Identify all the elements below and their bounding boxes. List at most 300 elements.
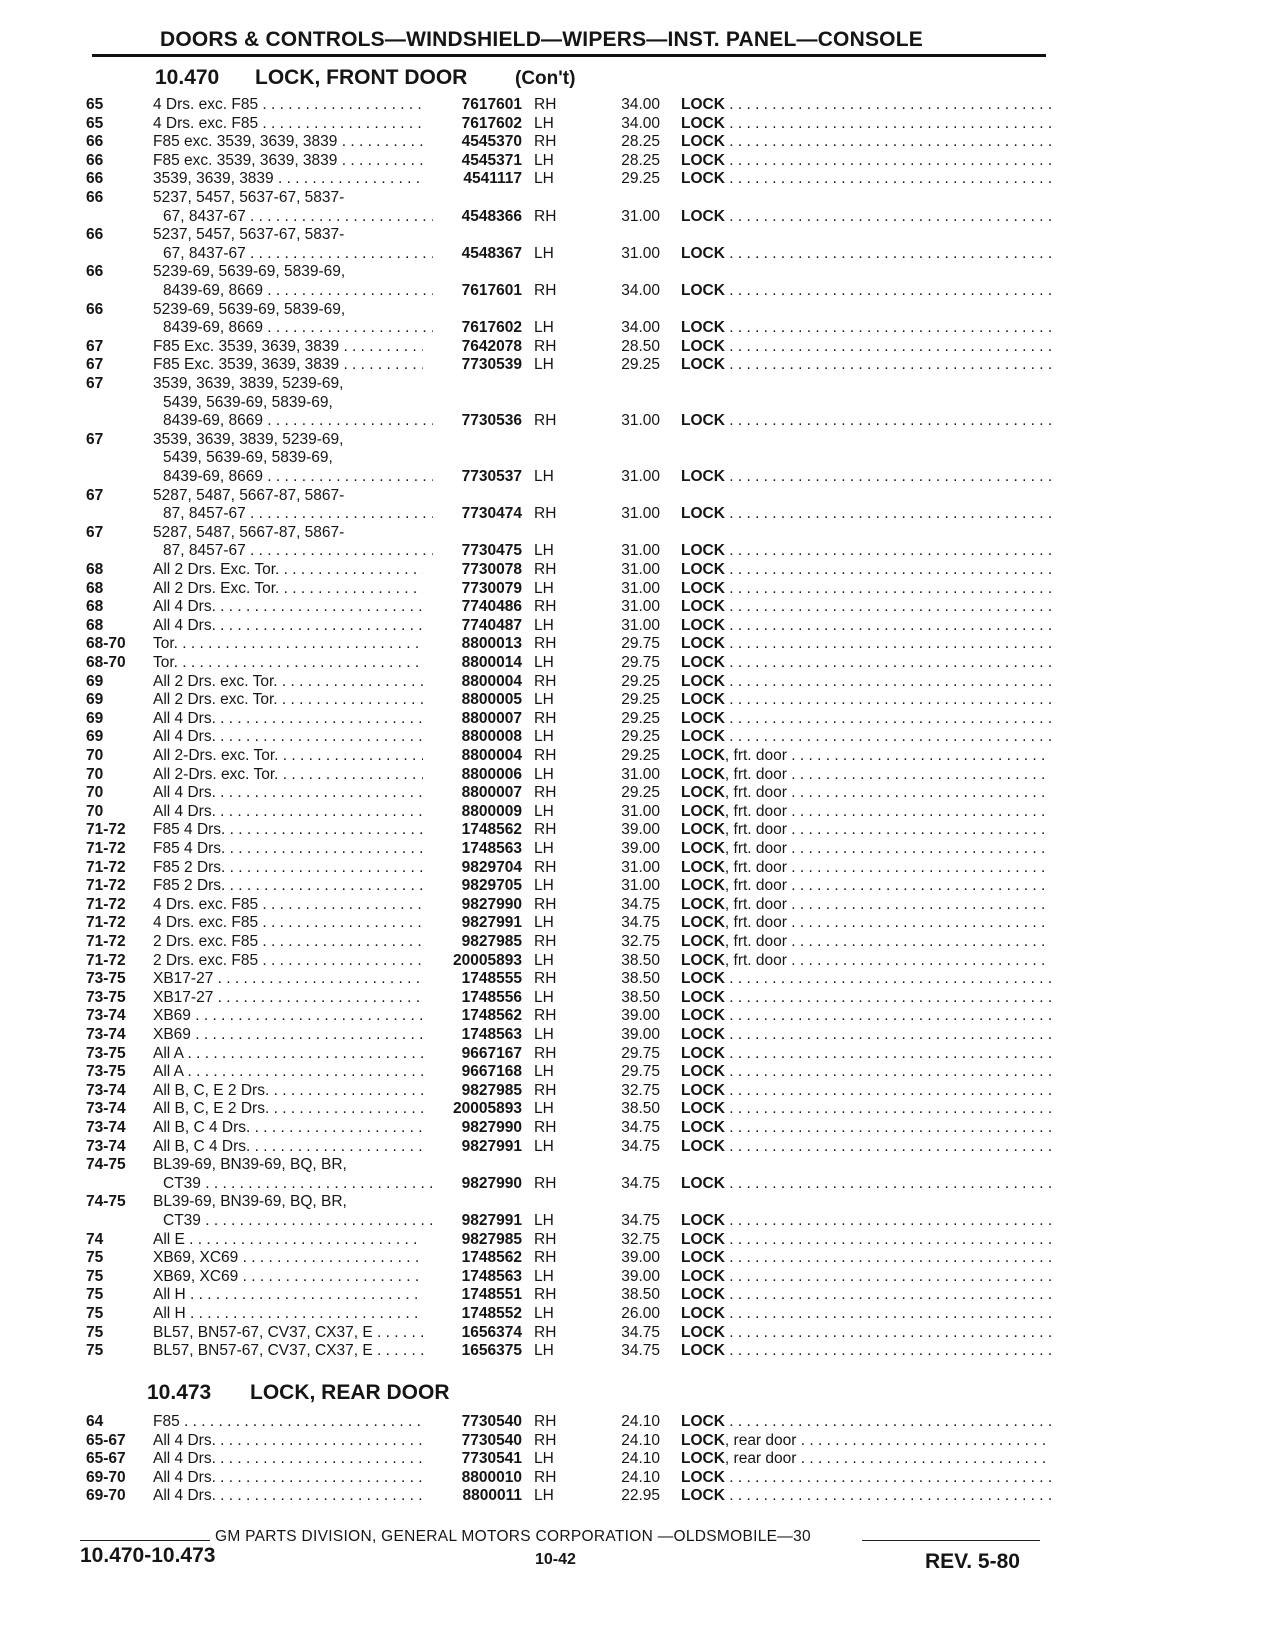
part-name-qualifier: , frt. door	[724, 951, 787, 969]
application-description: All B, C 4 Drs. . . .	[153, 1138, 423, 1156]
application-description: 4 Drs. exc. F85 . . .	[153, 115, 423, 133]
application-description: 3539, 3639, 3839, 5239-69,	[153, 375, 344, 392]
price: 24.10	[621, 1450, 660, 1468]
price: 24.10	[621, 1468, 660, 1486]
part-name	[681, 170, 1051, 188]
application-description: F85 . . .	[153, 1413, 423, 1431]
part-number: 7740487	[461, 616, 522, 634]
application-description: All H . . .	[153, 1305, 423, 1323]
part-number: 4545370	[461, 133, 522, 151]
side: RH	[534, 133, 557, 151]
table-row	[0, 561, 1280, 579]
price: 28.25	[621, 133, 660, 151]
application-description: 4 Drs. exc. F85 . . .	[153, 896, 423, 914]
part-name	[681, 412, 1051, 430]
part-number: 7617601	[461, 96, 522, 113]
part-name	[681, 208, 1051, 226]
part-name-main: LOCK	[681, 1174, 725, 1192]
part-name	[681, 784, 1051, 802]
side: RH	[534, 933, 557, 950]
part-number: 8800010	[461, 1468, 522, 1486]
price: 32.75	[621, 1230, 660, 1248]
table-row	[0, 933, 1280, 951]
application-description: 4 Drs. exc. F85 . . .	[153, 96, 423, 114]
footer-revision: REV. 5-80	[925, 1550, 1020, 1573]
price: 34.75	[621, 1212, 660, 1229]
part-name	[681, 1212, 1051, 1230]
table-row	[0, 803, 1280, 821]
part-name	[681, 803, 1051, 821]
table-row	[0, 654, 1280, 672]
part-name	[681, 1231, 1051, 1249]
table-row-continuation	[0, 263, 1280, 281]
side: RH	[534, 505, 557, 523]
part-name	[681, 691, 1051, 709]
application-description: 4 Drs. exc. F85 . . .	[153, 914, 423, 932]
model-year: 70	[86, 802, 104, 820]
application-description: All 2 Drs. exc. Tor. . . .	[153, 691, 423, 709]
side: LH	[534, 1450, 554, 1468]
application-description: F85 2 Drs. . . .	[153, 877, 423, 895]
part-name-main: LOCK	[681, 654, 725, 671]
part-name-main: LOCK	[681, 579, 725, 597]
part-name-main: LOCK	[681, 728, 725, 746]
model-year: 73-74	[86, 1137, 126, 1155]
price: 39.00	[621, 1249, 660, 1267]
part-name	[681, 152, 1051, 170]
part-name	[681, 133, 1051, 151]
side: LH	[534, 951, 554, 969]
side: LH	[534, 802, 554, 820]
part-number: 1748563	[461, 1026, 522, 1043]
part-number: 8800014	[461, 654, 522, 671]
part-name-main: LOCK	[681, 1487, 725, 1505]
model-year: 74-75	[86, 1193, 126, 1211]
model-year: 71-72	[86, 933, 126, 950]
price: 31.00	[621, 616, 660, 634]
part-name	[681, 1469, 1051, 1487]
side: RH	[534, 337, 557, 355]
part-name-main: LOCK	[681, 468, 725, 485]
part-number: 8800008	[461, 728, 522, 746]
side: RH	[534, 1431, 557, 1449]
application-description: All H . . .	[153, 1286, 423, 1304]
part-name-main: LOCK	[681, 1431, 725, 1449]
model-year: 67	[86, 356, 104, 374]
part-number: 7642078	[461, 337, 522, 355]
side: RH	[534, 1044, 557, 1062]
application-description: 87, 8457-67 . . .	[163, 505, 433, 523]
model-year: 65-67	[86, 1450, 126, 1468]
price: 26.00	[621, 1305, 660, 1322]
part-name-main: LOCK	[681, 151, 725, 169]
part-number: 1748555	[461, 970, 522, 988]
part-name-main: LOCK	[681, 1063, 725, 1081]
part-name-qualifier: , frt. door	[724, 895, 787, 913]
model-year: 66	[86, 300, 104, 318]
application-description: 5237, 5457, 5637-67, 5837-	[153, 189, 345, 206]
side: LH	[534, 1305, 554, 1322]
application-description: All 4 Drs. . . .	[153, 1450, 423, 1468]
table-row	[0, 1286, 1280, 1304]
model-year: 73-74	[86, 1100, 126, 1118]
model-year: 65-67	[86, 1431, 126, 1449]
price: 31.00	[621, 802, 660, 820]
table-row	[0, 1249, 1280, 1267]
model-year: 66	[86, 263, 104, 281]
table-row	[0, 245, 1280, 263]
price: 31.00	[621, 505, 660, 523]
model-year: 73-74	[86, 1026, 126, 1043]
application-description: All E . . .	[153, 1231, 423, 1249]
price: 31.00	[621, 542, 660, 560]
part-name-main: LOCK	[681, 170, 725, 188]
part-name-qualifier: , frt. door	[724, 821, 787, 839]
part-name	[681, 580, 1051, 598]
part-name-main: LOCK	[681, 616, 725, 634]
table-row	[0, 747, 1280, 765]
model-year: 71-72	[86, 840, 126, 857]
application-description: BL39-69, BN39-69, BQ, BR,	[153, 1156, 347, 1174]
part-name-main: LOCK	[681, 505, 725, 523]
application-description: 8439-69, 8669 . . .	[163, 319, 433, 337]
application-description: XB69, XC69 . . .	[153, 1268, 423, 1286]
price: 34.00	[621, 114, 660, 132]
side: RH	[534, 672, 557, 690]
side: LH	[534, 840, 554, 857]
model-year: 74-75	[86, 1156, 126, 1174]
part-name	[681, 840, 1051, 858]
table-row	[0, 1268, 1280, 1286]
part-name-main: LOCK	[681, 933, 725, 950]
table-row	[0, 1342, 1280, 1360]
part-name-main: LOCK	[681, 1249, 725, 1267]
part-name	[681, 877, 1051, 895]
part-number: 9829704	[461, 858, 522, 876]
side: RH	[534, 747, 557, 764]
side: RH	[534, 1119, 557, 1136]
part-number: 7730541	[461, 1450, 522, 1468]
application-description: Tor. . . .	[153, 635, 423, 653]
application-description: 2 Drs. exc. F85 . . .	[153, 952, 423, 970]
section-title: LOCK, FRONT DOOR	[255, 66, 468, 89]
price: 29.25	[621, 728, 660, 746]
part-name	[681, 654, 1051, 672]
model-year: 70	[86, 784, 104, 802]
side: LH	[534, 468, 554, 485]
part-number: 8800004	[461, 672, 522, 690]
price: 31.00	[621, 561, 660, 578]
model-year: 69-70	[86, 1468, 126, 1486]
part-name	[681, 1082, 1051, 1100]
table-row	[0, 1231, 1280, 1249]
model-year: 73-75	[86, 1063, 126, 1081]
model-year: 67	[86, 486, 104, 504]
side: RH	[534, 412, 557, 430]
application-description: 87, 8457-67 . . .	[163, 542, 433, 560]
part-name-main: LOCK	[681, 1267, 725, 1285]
application-description: All B, C, E 2 Drs. . . .	[153, 1082, 423, 1100]
model-year: 73-75	[86, 988, 126, 1006]
part-number: 9827990	[461, 1119, 522, 1136]
application-description: BL57, BN57-67, CV37, CX37, E . . .	[153, 1324, 423, 1342]
part-number: 8800005	[461, 691, 522, 709]
part-name-main: LOCK	[681, 207, 725, 225]
price: 34.75	[621, 895, 660, 913]
table-row	[0, 1026, 1280, 1044]
part-number: 8800011	[462, 1487, 522, 1505]
section-continued: (Con't)	[515, 68, 576, 89]
table-row	[0, 1212, 1280, 1230]
part-name-qualifier: , frt. door	[724, 747, 787, 764]
part-number: 7617601	[461, 282, 522, 299]
part-name	[681, 1175, 1051, 1193]
part-name	[681, 896, 1051, 914]
model-year: 73-74	[86, 1119, 126, 1136]
side: LH	[534, 765, 554, 783]
table-row	[0, 617, 1280, 635]
price: 39.00	[621, 1007, 660, 1025]
application-description: CT39 . . .	[163, 1175, 433, 1193]
model-year: 66	[86, 226, 104, 244]
table-row	[0, 319, 1280, 337]
table-row	[0, 635, 1280, 653]
side: LH	[534, 151, 554, 169]
model-year: 66	[86, 189, 104, 206]
part-name-main: LOCK	[681, 1468, 725, 1486]
application-description: 67, 8437-67 . . .	[163, 245, 433, 263]
application-description: 5287, 5487, 5667-87, 5867-	[153, 523, 345, 541]
part-name	[681, 1305, 1051, 1323]
part-name-main: LOCK	[681, 1137, 725, 1155]
part-number: 7617602	[461, 319, 522, 337]
side: LH	[534, 1342, 554, 1360]
model-year: 69	[86, 672, 104, 690]
part-name	[681, 766, 1051, 784]
application-description: 8439-69, 8669 . . .	[163, 468, 433, 486]
application-description: All 2-Drs. exc. Tor. . . .	[153, 766, 423, 784]
part-name-main: LOCK	[681, 114, 725, 132]
part-name	[681, 1119, 1051, 1137]
application-description: All 4 Drs. . . .	[153, 803, 423, 821]
part-name-qualifier: , rear door	[724, 1431, 797, 1449]
part-name	[681, 1432, 1051, 1450]
application-description: XB69 . . .	[153, 1007, 423, 1025]
part-name-main: LOCK	[681, 672, 725, 690]
side: RH	[534, 1468, 557, 1486]
price: 31.00	[621, 468, 660, 485]
model-year: 69	[86, 709, 104, 727]
part-name	[681, 505, 1051, 523]
part-name-qualifier: , frt. door	[724, 877, 787, 895]
application-description: BL39-69, BN39-69, BQ, BR,	[153, 1193, 347, 1211]
side: RH	[534, 1230, 557, 1248]
part-name-main: LOCK	[681, 765, 725, 783]
price: 28.50	[621, 337, 660, 355]
table-row-continuation	[0, 524, 1280, 542]
table-row	[0, 468, 1280, 486]
part-number: 8800007	[461, 709, 522, 727]
application-description: 67, 8437-67 . . .	[163, 208, 433, 226]
price: 29.25	[621, 709, 660, 727]
part-name	[681, 1342, 1051, 1360]
part-name-qualifier: , frt. door	[724, 933, 787, 950]
side: LH	[534, 654, 554, 671]
application-description: All 4 Drs. . . .	[153, 710, 423, 728]
part-name	[681, 821, 1051, 839]
part-number: 8800004	[461, 747, 522, 764]
part-name-main: LOCK	[681, 561, 725, 578]
model-year: 73-74	[86, 1081, 126, 1099]
price: 39.00	[621, 1026, 660, 1043]
model-year: 67	[86, 430, 104, 448]
model-year: 67	[86, 375, 104, 392]
part-number: 7730537	[461, 468, 522, 485]
application-description: Tor. . . .	[153, 654, 423, 672]
part-name	[681, 914, 1051, 932]
application-description: All 2 Drs. Exc. Tor. . . .	[153, 561, 423, 579]
part-name-main: LOCK	[681, 542, 725, 560]
part-name-main: LOCK	[681, 337, 725, 355]
table-row	[0, 877, 1280, 895]
section-number: 10.473	[147, 1381, 212, 1404]
part-name	[681, 1100, 1051, 1118]
table-row-continuation	[0, 375, 1280, 393]
model-year: 71-72	[86, 877, 126, 895]
part-name-main: LOCK	[681, 1450, 725, 1468]
application-description: All 4 Drs. . . .	[153, 728, 423, 746]
model-year: 75	[86, 1323, 104, 1341]
part-name-main: LOCK	[681, 914, 725, 932]
price: 34.75	[621, 1342, 660, 1360]
footer-publisher: GM PARTS DIVISION, GENERAL MOTORS CORPORATION —OLDSMOBILE—30	[215, 1528, 811, 1545]
side: RH	[534, 598, 557, 616]
price: 29.75	[621, 654, 660, 671]
table-row	[0, 282, 1280, 300]
side: LH	[534, 728, 554, 746]
price: 29.25	[621, 672, 660, 690]
table-row	[0, 1007, 1280, 1025]
part-name-main: LOCK	[681, 970, 725, 988]
price: 34.75	[621, 914, 660, 932]
application-description: CT39 . . .	[163, 1212, 433, 1230]
table-row	[0, 580, 1280, 598]
side: RH	[534, 1007, 557, 1025]
price: 34.00	[621, 319, 660, 337]
side: RH	[534, 282, 557, 299]
price: 31.00	[621, 598, 660, 616]
part-name-main: LOCK	[681, 988, 725, 1006]
part-name-main: LOCK	[681, 1212, 725, 1229]
price: 31.00	[621, 579, 660, 597]
side: RH	[534, 561, 557, 578]
side: RH	[534, 635, 557, 653]
part-name	[681, 989, 1051, 1007]
side: RH	[534, 895, 557, 913]
side: RH	[534, 1323, 557, 1341]
part-number: 9667167	[461, 1044, 522, 1062]
table-row	[0, 170, 1280, 188]
part-name-main: LOCK	[681, 1044, 725, 1062]
model-year: 69	[86, 691, 104, 709]
part-name	[681, 561, 1051, 579]
part-name-qualifier: , frt. door	[724, 784, 787, 802]
application-description: BL57, BN57-67, CV37, CX37, E . . .	[153, 1342, 423, 1360]
side: RH	[534, 784, 557, 802]
table-row	[0, 115, 1280, 133]
side: RH	[534, 96, 557, 113]
application-description: 5239-69, 5639-69, 5839-69,	[153, 300, 346, 318]
part-name-main: LOCK	[681, 319, 725, 337]
table-row-continuation	[0, 189, 1280, 207]
price: 39.00	[621, 1267, 660, 1285]
side: LH	[534, 244, 554, 262]
model-year: 71-72	[86, 914, 126, 932]
price: 39.00	[621, 840, 660, 857]
table-row	[0, 152, 1280, 170]
table-row	[0, 1138, 1280, 1156]
application-description: All 2 Drs. exc. Tor. . . .	[153, 673, 423, 691]
part-name-main: LOCK	[681, 895, 725, 913]
price: 31.00	[621, 244, 660, 262]
part-name-qualifier: , frt. door	[724, 858, 787, 876]
model-year: 68	[86, 561, 104, 578]
side: LH	[534, 542, 554, 560]
side: LH	[534, 319, 554, 337]
side: LH	[534, 579, 554, 597]
section-title: LOCK, REAR DOOR	[250, 1381, 450, 1404]
table-row	[0, 859, 1280, 877]
application-description: 5237, 5457, 5637-67, 5837-	[153, 226, 345, 244]
part-name	[681, 1045, 1051, 1063]
part-number: 7730539	[461, 356, 522, 374]
side: RH	[534, 1174, 557, 1192]
footer-section-range: 10.470-10.473	[80, 1544, 216, 1567]
price: 38.50	[621, 951, 660, 969]
table-row	[0, 952, 1280, 970]
table-row	[0, 766, 1280, 784]
table-row	[0, 970, 1280, 988]
table-row	[0, 505, 1280, 523]
part-number: 1656375	[461, 1342, 522, 1360]
table-row-continuation	[0, 301, 1280, 319]
table-row	[0, 691, 1280, 709]
part-name	[681, 617, 1051, 635]
part-name-main: LOCK	[681, 709, 725, 727]
table-row	[0, 1045, 1280, 1063]
application-description: XB69, XC69 . . .	[153, 1249, 423, 1267]
part-number: 1748562	[461, 821, 522, 839]
part-number: 9827991	[461, 1212, 522, 1229]
side: LH	[534, 114, 554, 132]
footer-page-number: 10-42	[535, 1551, 576, 1568]
price: 29.25	[621, 356, 660, 374]
application-description: All A . . .	[153, 1045, 423, 1063]
application-description: All 4 Drs. . . .	[153, 598, 423, 616]
table-row-continuation	[0, 487, 1280, 505]
price: 22.95	[621, 1487, 660, 1505]
part-name-qualifier: , frt. door	[724, 914, 787, 932]
price: 31.00	[621, 207, 660, 225]
part-name	[681, 635, 1051, 653]
part-name	[681, 542, 1051, 560]
application-description: 5239-69, 5639-69, 5839-69,	[153, 263, 346, 281]
price: 31.00	[621, 877, 660, 895]
side: RH	[534, 709, 557, 727]
application-description: 5287, 5487, 5667-87, 5867-	[153, 486, 345, 504]
table-row	[0, 821, 1280, 839]
part-name-qualifier: , frt. door	[724, 765, 787, 783]
